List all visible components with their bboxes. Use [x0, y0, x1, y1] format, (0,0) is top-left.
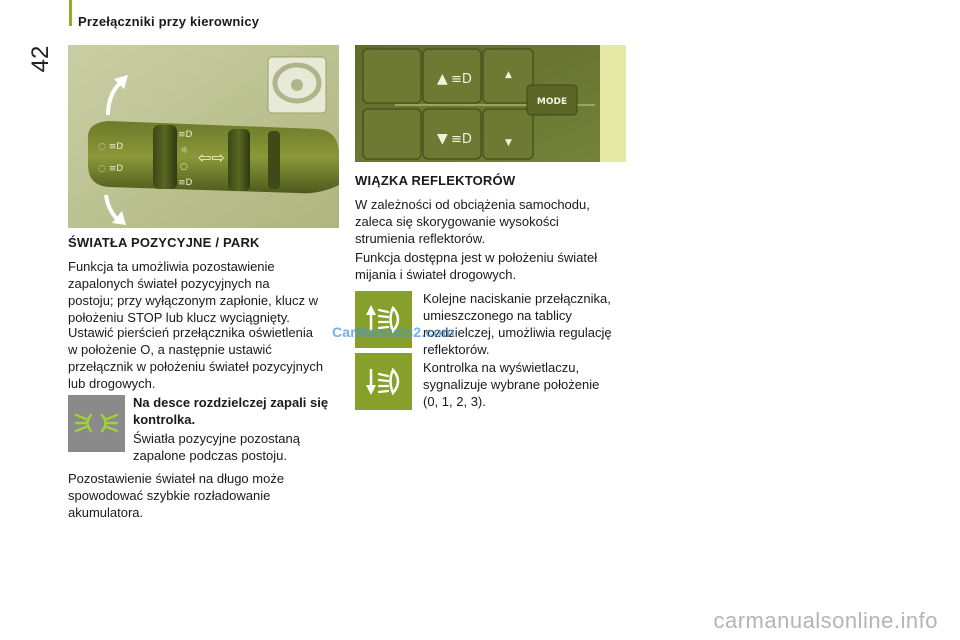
header-accent-bar	[69, 0, 72, 26]
svg-text:≡D: ≡D	[451, 132, 472, 147]
headlamp-beam-down-icon	[355, 353, 412, 410]
headlamp-heading: WIĄZKA REFLEKTORÓW	[355, 173, 516, 188]
page-title: Przełączniki przy kierownicy	[78, 14, 260, 29]
parking-indicator-note: Na desce rozdzielczej zapali się kontrolka.	[133, 395, 329, 427]
parking-paragraph-2: Ustawić pierścień przełącznika oświetlenia w położenie O, a następnie ustawić przełącznik w położeniu świateł pozycyjnych lub drogowych.	[68, 325, 324, 391]
svg-text:⇦⇨: ⇦⇨	[198, 148, 225, 167]
watermark-carmanuals2: CarManuals2.com	[332, 324, 455, 340]
light-stalk-photo	[68, 45, 339, 228]
parking-lamp-warning-icon	[68, 395, 125, 452]
svg-text:☼: ☼	[180, 146, 189, 156]
parking-paragraph-1: Funkcja ta umożliwia pozostawienie zapalonych świateł pozycyjnych na postoju; przy wyłączonym zapłonie, klucz w położeniu STOP lub klucz wyciągnięty.	[68, 259, 318, 325]
parking-indicator-text: Światła pozycyjne pozostaną zapalone podczas postoju.	[133, 431, 300, 463]
page-number: 42	[27, 45, 54, 73]
parking-battery-warning: Pozostawienie świateł na długo może spowodować szybkie rozładowanie akumulatora.	[68, 471, 285, 520]
svg-text:≡D: ≡D	[178, 130, 193, 140]
mode-label: MODE	[536, 97, 568, 107]
svg-text:◌ ≡D: ◌ ≡D	[98, 164, 124, 174]
svg-text:▼: ▼	[505, 138, 512, 148]
headlamp-paragraph-2: Funkcja dostępna jest w położeniu świateł mijania i świateł drogowych.	[355, 250, 598, 282]
watermark-carmanualsonline: carmanualsonline.info	[713, 608, 938, 633]
svg-text:○: ○	[180, 162, 188, 172]
svg-text:≡D: ≡D	[451, 72, 472, 87]
headlamp-switch-photo	[355, 45, 626, 162]
headlamp-paragraph-1: W zależności od obciążenia samochodu, zaleca się skorygowanie wysokości strumienia reflektorów.	[355, 197, 590, 246]
headlamp-paragraph-3: Kolejne naciskanie przełącznika, umieszczonego na tablicy rozdzielczej, umożliwia regulację reflektorów.	[423, 291, 612, 357]
svg-text:◌ ≡D: ◌ ≡D	[98, 142, 124, 152]
svg-text:▼: ▼	[437, 131, 448, 147]
headlamp-paragraph-4: Kontrolka na wyświetlaczu, sygnalizuje wybrane położenie (0, 1, 2, 3).	[423, 360, 600, 409]
parking-lights-heading: ŚWIATŁA POZYCYJNE / PARK	[68, 235, 260, 250]
svg-text:▲: ▲	[437, 71, 448, 87]
svg-text:≡D: ≡D	[178, 178, 193, 188]
svg-text:▲: ▲	[505, 70, 512, 80]
